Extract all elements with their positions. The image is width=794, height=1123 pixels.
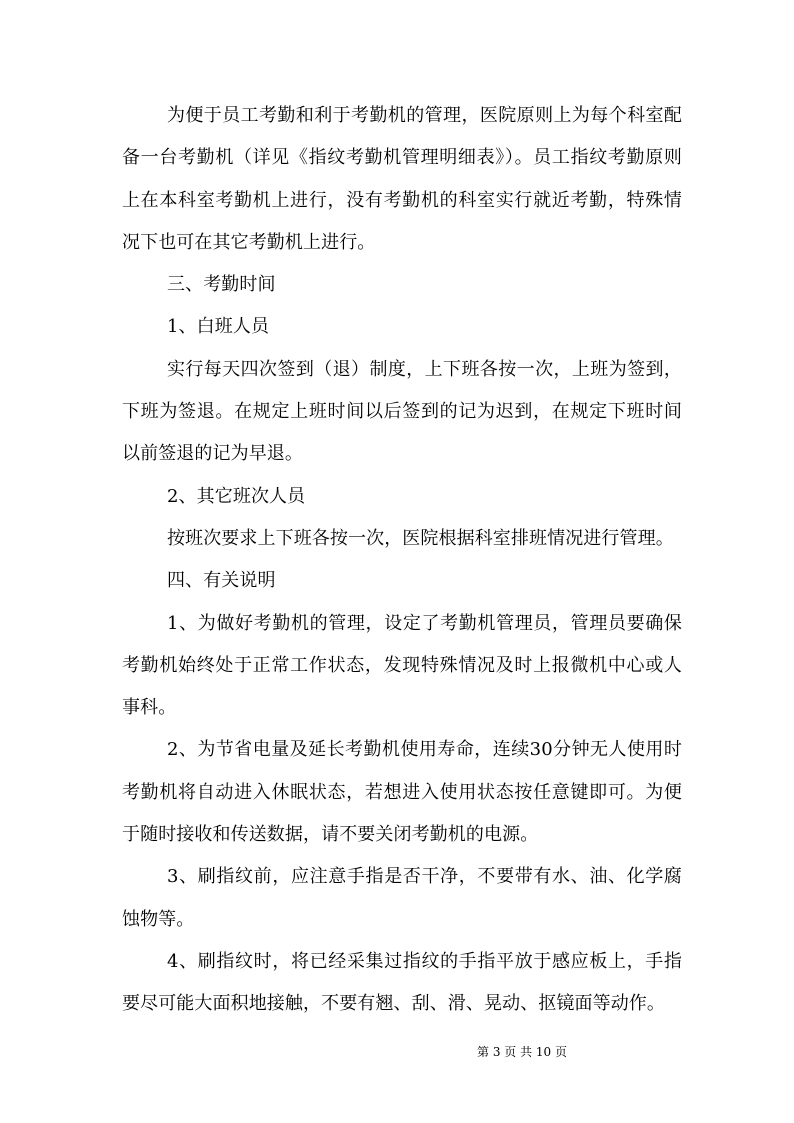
subheading-day-shift: 1、白班人员 xyxy=(167,316,270,338)
page-number-footer: 第 3 页 共 10 页 xyxy=(477,1045,567,1059)
paragraph-other-shifts: 按班次要求上下班各按一次，医院根据科室排班情况进行管理。 xyxy=(167,527,674,549)
paragraph-note-2: 2、为节省电量及延长考勤机使用寿命，连续30分钟无人使用时考勤机将自动进入休眠状态，若想进入使用状态按任意键即可。为便于随时接收和传送数据，请不要关闭考勤机的电源。 xyxy=(122,739,682,846)
paragraph-day-shift: 实行每天四次签到（退）制度，上下班各按一次，上班为签到，下班为签退。在规定上班时间以后签到的记为迟到，在规定下班时间以前签退的记为早退。 xyxy=(122,358,682,465)
heading-attendance-time: 三、考勤时间 xyxy=(167,274,276,296)
heading-notes: 四、有关说明 xyxy=(167,570,276,592)
subheading-other-shifts: 2、其它班次人员 xyxy=(167,485,306,507)
document-body xyxy=(122,95,682,1026)
paragraph-note-1: 1、为做好考勤机的管理，设定了考勤机管理员，管理员要确保考勤机始终处于正常工作状态，发现特殊情况及时上报微机中心或人事科。 xyxy=(122,612,682,719)
paragraph-intro: 为便于员工考勤和利于考勤机的管理，医院原则上为每个科室配备一台考勤机（详见《指纹考勤机管理明细表》）。员工指纹考勤原则上在本科室考勤机上进行，没有考勤机的科室实行就近考勤，特殊情况下也可在其它考勤机上进行。 xyxy=(122,105,682,253)
paragraph-note-4: 4、刷指纹时，将已经采集过指纹的手指平放于感应板上，手指要尽可能大面积地接触，不要有翘、刮、滑、晃动、抠镜面等动作。 xyxy=(122,950,682,1015)
paragraph-note-3: 3、刷指纹前，应注意手指是否干净，不要带有水、油、化学腐蚀物等。 xyxy=(122,866,682,930)
